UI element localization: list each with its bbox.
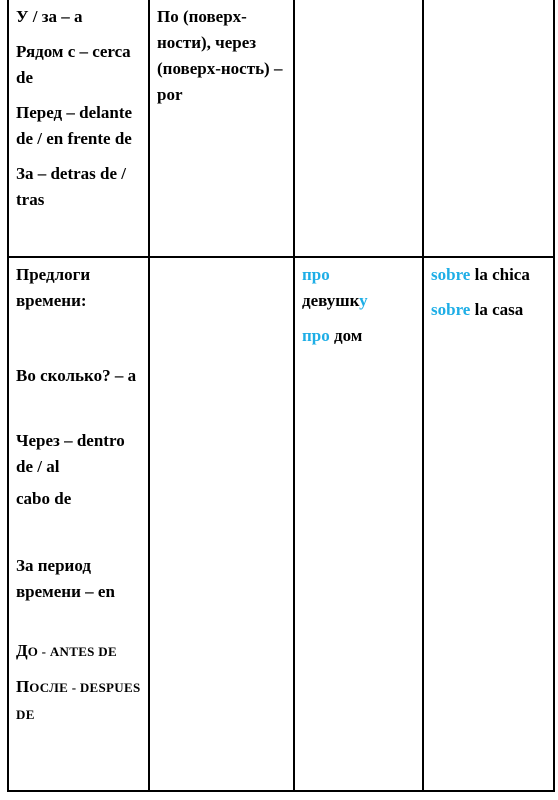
time-question-vo-skolko: Во сколько? – a bbox=[16, 366, 137, 385]
preposition-pered: Перед – delante de / en frente de bbox=[16, 103, 133, 148]
example-sobre-la-casa: sobre la casa bbox=[431, 300, 524, 319]
example-pro-devushku: про девушку bbox=[302, 265, 368, 310]
example-pro-dom: про дом bbox=[302, 326, 363, 345]
table-row bbox=[8, 0, 554, 257]
table-cell bbox=[8, 257, 149, 791]
preposition-po: По (поверх-ности), через (поверх-ность) – por bbox=[157, 7, 283, 104]
table-cell bbox=[294, 0, 423, 257]
time-preposition-cherez: Через – dentro de / al bbox=[16, 431, 125, 476]
preposition-za: За – detras de / tras bbox=[16, 164, 127, 209]
preposition-u-za: У / за – a bbox=[16, 7, 83, 26]
time-prepositions-heading: Предлоги времени: bbox=[16, 265, 91, 310]
time-preposition-za-period: За период времени – en bbox=[16, 556, 115, 601]
preposition-ryadom-s: Рядом с – cerca de bbox=[16, 42, 131, 87]
time-preposition-cherez-cont: cabo de bbox=[16, 489, 72, 508]
table-cell bbox=[149, 257, 294, 791]
table-cell bbox=[8, 0, 149, 257]
time-preposition-do: ДО - ANTES DE bbox=[16, 641, 117, 660]
table-cell bbox=[423, 257, 554, 791]
table-cell bbox=[423, 0, 554, 257]
table-cell bbox=[149, 0, 294, 257]
preposition-table bbox=[7, 0, 555, 792]
table-cell bbox=[294, 257, 423, 791]
table-row bbox=[8, 257, 554, 791]
time-preposition-posle: ПОСЛЕ - DESPUES DE bbox=[16, 677, 141, 722]
example-sobre-la-chica: sobre la chica bbox=[431, 265, 530, 284]
